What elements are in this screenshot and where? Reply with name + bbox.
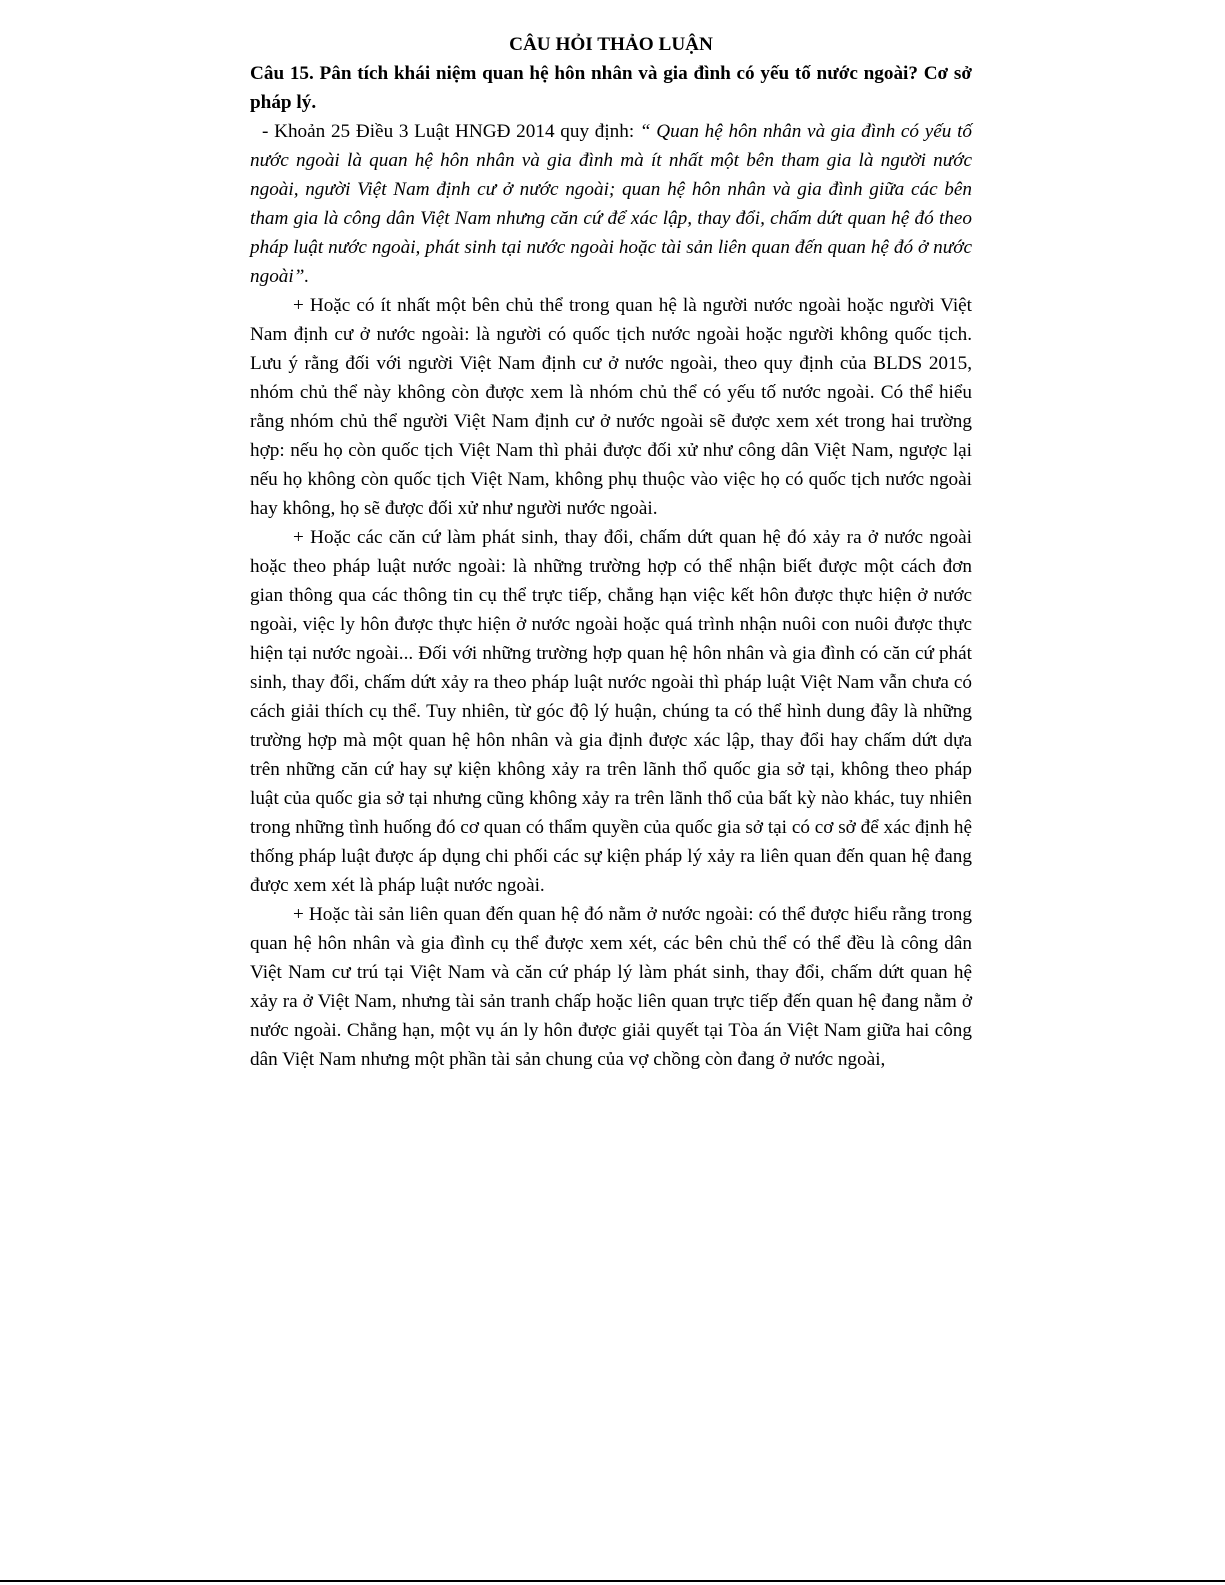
document-title: CÂU HỎI THẢO LUẬN — [509, 34, 713, 55]
document-body — [250, 30, 972, 1074]
page-bottom-border — [0, 1580, 1225, 1582]
intro-paragraph — [250, 117, 972, 291]
paragraph-foreign-grounds: + Hoặc các căn cứ làm phát sinh, thay đổi, chấm dứt quan hệ đó xảy ra ở nước ngoài hoặc theo pháp luật nước ngoài: là những trường hợp có thể nhận biết được một cách đơn gian thông qua các thông tin cụ thể trực tiếp, chẳng hạn việc kết hôn được thực hiện ở nước ngoài, việc ly hôn được thực hiện ở nước ngoài hoặc quá trình nhận nuôi con nuôi được thực hiện tại nước ngoài... Đối với những trường hợp quan hệ hôn nhân và gia đình có căn cứ phát sinh, thay đổi, chấm dứt xảy ra theo pháp luật nước ngoài thì pháp luật Việt Nam vẫn chưa có cách giải thích cụ thể. Tuy nhiên, từ góc độ lý huận, chúng ta có thể hình dung đây là những trường hợp mà một quan hệ hôn nhân và gia định được xác lập, thay đổi hay chấm dứt dựa trên những căn cứ hay sự kiện không xảy ra trên lãnh thổ quốc gia sở tại, không theo pháp luật của quốc gia sở tại nhưng cũng không xảy ra trên lãnh thổ của bất kỳ nào khác, tuy nhiên trong những tình huống đó cơ quan có thẩm quyền của quốc gia sở tại có cơ sở để xác định hệ thống pháp luật được áp dụng chi phối các sự kiện pháp lý xảy ra liên quan đến quan hệ đang được xem xét là pháp luật nước ngoài. — [250, 527, 972, 896]
paragraph-foreign-property: + Hoặc tài sản liên quan đến quan hệ đó nằm ở nước ngoài: có thể được hiểu rằng trong quan hệ hôn nhân và gia đình cụ thể được xem xét, các bên chủ thể có thể đều là công dân Việt Nam cư trú tại Việt Nam và căn cứ pháp lý làm phát sinh, thay đổi, chấm dứt quan hệ xảy ra ở Việt Nam, nhưng tài sản tranh chấp hoặc liên quan trực tiếp đến quan hệ đang nằm ở nước ngoài. Chẳng hạn, một vụ án ly hôn được giải quyết tại Tòa án Việt Nam giữa hai công dân Việt Nam nhưng một phần tài sản chung của vợ chồng còn đang ở nước ngoài, — [250, 904, 972, 1070]
legal-quote: “ Quan hệ hôn nhân và gia đình có yếu tố nước ngoài là quan hệ hôn nhân và gia đình mà ít nhất một bên tham gia là người nước ngoài, người Việt Nam định cư ở nước ngoài; quan hệ hôn nhân và gia đình giữa các bên tham gia là công dân Việt Nam nhưng căn cứ để xác lập, thay đổi, chấm dứt quan hệ đó theo pháp luật nước ngoài, phát sinh tại nước ngoài hoặc tài sản liên quan đến quan hệ đó ở nước ngoài”. — [250, 121, 973, 287]
paragraph-foreign-subject: + Hoặc có ít nhất một bên chủ thể trong quan hệ là người nước ngoài hoặc người Việt Nam định cư ở nước ngoài: là người có quốc tịch nước ngoài hoặc người không quốc tịch. Lưu ý rằng đối với người Việt Nam định cư ở nước ngoài, theo quy định của BLDS 2015, nhóm chủ thể này không còn được xem là nhóm chủ thể có yếu tố nước ngoài. Có thể hiểu rằng nhóm chủ thể người Việt Nam định cư ở nước ngoài sẽ được xem xét trong hai trường hợp: nếu họ còn quốc tịch Việt Nam thì phải được đối xử như công dân Việt Nam, ngược lại nếu họ không còn quốc tịch Việt Nam, không phụ thuộc vào việc họ có quốc tịch nước ngoài hay không, họ sẽ được đối xử như người nước ngoài. — [250, 295, 972, 519]
question-heading: Câu 15. Pân tích khái niệm quan hệ hôn nhân và gia đình có yếu tố nước ngoài? Cơ sở pháp lý. — [250, 63, 972, 113]
intro-lead: - Khoản 25 Điều 3 Luật HNGĐ 2014 quy định: — [262, 121, 640, 142]
